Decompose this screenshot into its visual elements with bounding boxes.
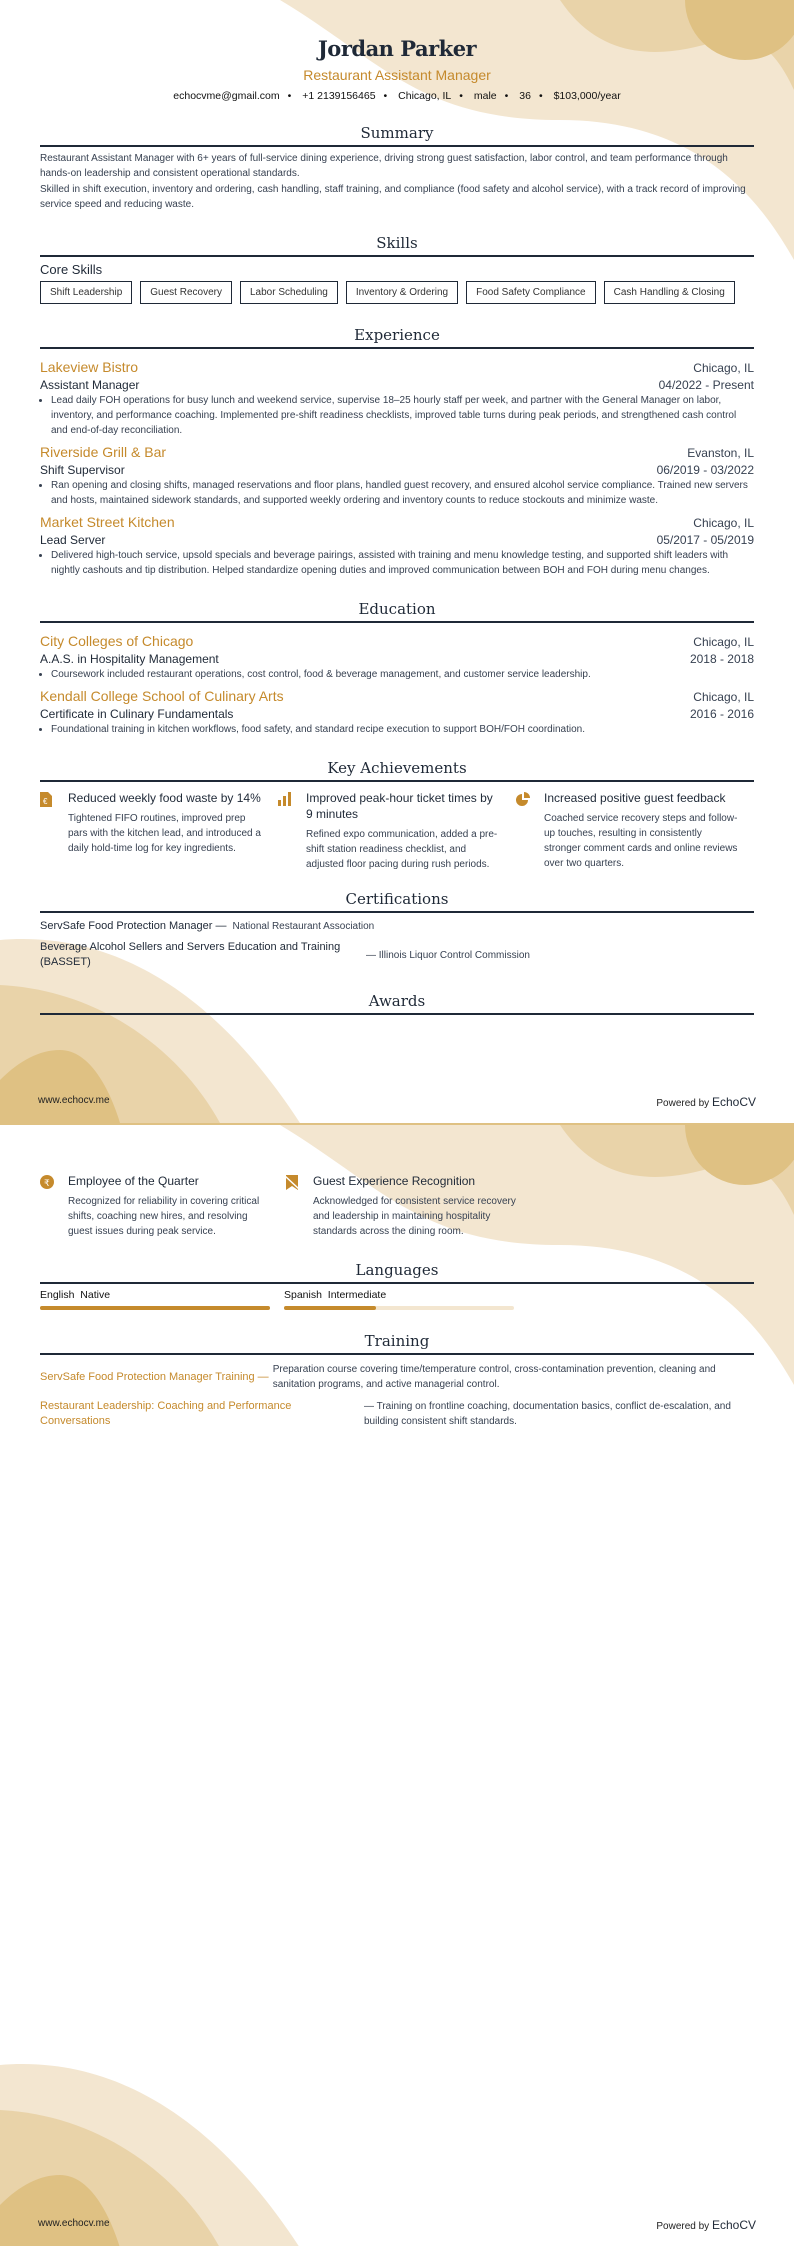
job-position: Shift Supervisor (40, 463, 125, 477)
education-bullet: • Foundational training in kitchen workflows, food safety, and standard recipe execution to support BOH/FOH coordination. (51, 722, 754, 737)
summary-paragraph: Skilled in shift execution, inventory and ordering, cash handling, staff training, and compliance (food safety and alcohol service), with a track record of improving service speed and reducing waste. (40, 184, 746, 210)
footer-powered: Powered by (656, 1098, 710, 1109)
candidate-title: Restaurant Assistant Manager (303, 67, 491, 83)
certification-item (40, 940, 754, 970)
education-dates: 2018 - 2018 (689, 652, 754, 666)
candidate-name: Jordan Parker (317, 36, 477, 61)
footer-site: www.echocv.me (38, 1095, 110, 1106)
page-footer (38, 2218, 756, 2232)
certifications-heading: Certifications (40, 890, 754, 913)
bar-chart-icon (278, 792, 292, 872)
skill-chip: Shift Leadership (40, 281, 132, 304)
training-item (40, 1399, 754, 1429)
footer-brand: EchoCV (711, 2218, 756, 2232)
award-desc: Recognized for reliability in covering critical shifts, coaching new hires, and resolving guest issues during peak service. (68, 1196, 260, 1237)
education-heading: Education (40, 600, 754, 623)
achievements-list (40, 790, 754, 872)
languages-list (40, 1289, 754, 1310)
certification-name: Beverage Alcohol Sellers and Servers Education and Training (BASSET) (40, 941, 341, 968)
achievement-title: Improved peak-hour ticket times by 9 minutes (306, 791, 493, 821)
contact-gender: male (473, 90, 497, 102)
degree: Certificate in Culinary Fundamentals (40, 707, 234, 721)
training-desc: Preparation course covering time/temperature control, cross-contamination prevention, cleaning and sanitation programs, and active managerial control. (272, 1364, 716, 1390)
footer-powered: Powered by (656, 2221, 710, 2232)
achievement-desc: Refined expo communication, added a pre-shift station readiness checklist, and adjusted floor pacing during rush periods. (306, 829, 498, 870)
education-bullet: • Coursework included restaurant operations, cost control, food & beverage management, and customer service leadership. (51, 667, 754, 682)
job-location: Chicago, IL (693, 361, 754, 375)
training-heading: Training (40, 1332, 754, 1355)
experience-entry (40, 508, 754, 578)
skill-chip: Inventory & Ordering (346, 281, 458, 304)
contact-email: echocvme@gmail.com (173, 90, 280, 102)
summary-heading: Summary (40, 124, 754, 147)
contact-phone: +1 2139156465 (302, 90, 376, 102)
bookmark-slash-icon (285, 1175, 299, 1239)
company-name: Market Street Kitchen (40, 514, 175, 530)
training-desc: — Training on frontline coaching, documentation basics, conflict de-escalation, and building consistent shift standards. (364, 1401, 731, 1427)
rupee-coin-icon (40, 1175, 54, 1239)
skill-chip: Cash Handling & Closing (604, 281, 735, 304)
job-location: Chicago, IL (693, 516, 754, 530)
achievement-title: Increased positive guest feedback (544, 791, 726, 805)
training-item (40, 1362, 754, 1392)
education-dates: 2016 - 2016 (689, 707, 754, 721)
job-dates: 05/2017 - 05/2019 (656, 533, 754, 547)
skill-chip: Food Safety Compliance (466, 281, 596, 304)
language-level: Native (80, 1289, 111, 1301)
summary-paragraph: Restaurant Assistant Manager with 6+ years of full-service dining experience, driving strong guest satisfaction, labor control, and team performance through hands-on leadership and consistent operational standards. (40, 153, 728, 179)
file-invoice-icon (40, 792, 54, 872)
school-name: City Colleges of Chicago (40, 633, 194, 649)
achievement-item (278, 790, 516, 872)
certification-issuer: National Restaurant Association (232, 921, 375, 932)
company-name: Lakeview Bistro (40, 359, 139, 375)
job-position: Assistant Manager (40, 378, 140, 392)
training-name: Restaurant Leadership: Coaching and Performance Conversations (40, 1400, 292, 1427)
skills-group-title: Core Skills (40, 262, 103, 277)
job-bullet: • Delivered high-touch service, upsold specials and beverage pairings, assisted with training and menu knowledge testing, and supported shift leaders with nightly cashouts and tip distribution. Helped standardize opening duties and improved communication between BOH and FOH during menu changes. (51, 548, 754, 578)
achievement-item (516, 790, 754, 872)
education-entry (40, 627, 754, 682)
school-name: Kendall College School of Culinary Arts (40, 688, 284, 704)
pie-chart-icon (516, 792, 530, 872)
experience-heading: Experience (40, 326, 754, 349)
job-position: Lead Server (40, 533, 106, 547)
language-proficiency-bar (40, 1306, 270, 1310)
award-item (40, 1173, 285, 1239)
resume-page-2 (0, 1123, 794, 2246)
footer-brand: EchoCV (711, 1095, 756, 1109)
training-name: ServSafe Food Protection Manager Training — (40, 1370, 269, 1383)
language-item (40, 1289, 270, 1310)
award-item (285, 1173, 530, 1239)
certification-issuer: — Illinois Liquor Control Commission (366, 949, 530, 961)
language-level: Intermediate (327, 1289, 387, 1301)
awards-heading: Awards (40, 992, 754, 1015)
job-dates: 06/2019 - 03/2022 (656, 463, 754, 477)
achievement-title: Reduced weekly food waste by 14% (68, 791, 261, 805)
company-name: Riverside Grill & Bar (40, 444, 167, 460)
contact-age: 36 (519, 90, 531, 102)
language-name: Spanish (284, 1289, 322, 1301)
award-title: Guest Experience Recognition (313, 1174, 476, 1188)
degree: A.A.S. in Hospitality Management (40, 652, 219, 666)
certification-item (40, 919, 754, 934)
job-location: Evanston, IL (687, 446, 754, 460)
svg-text:₹: ₹ (44, 1178, 50, 1188)
skill-chip: Guest Recovery (140, 281, 232, 304)
school-location: Chicago, IL (693, 635, 754, 649)
svg-text:€: € (43, 797, 48, 806)
experience-entry (40, 438, 754, 508)
award-desc: Acknowledged for consistent service recovery and leadership in maintaining hospitality standards across the dining room. (313, 1196, 516, 1237)
skills-heading: Skills (40, 234, 754, 257)
language-proficiency-bar (284, 1306, 514, 1310)
footer-site: www.echocv.me (38, 2218, 110, 2229)
award-title: Employee of the Quarter (68, 1174, 199, 1188)
job-bullet: • Ran opening and closing shifts, managed reservations and floor plans, handled guest recovery, and ensured alcohol service compliance. Trained new servers and hosts, maintained sidework standards, and supported weekly ordering and inventory counts to reduce stockouts and minimize waste. (51, 478, 754, 508)
achievements-heading: Key Achievements (40, 759, 754, 782)
contact-location: Chicago, IL (398, 90, 452, 102)
achievement-desc: Tightened FIFO routines, improved prep pars with the kitchen lead, and introduced a daily hold-time log for key ingredients. (68, 813, 261, 854)
contact-salary: $103,000/year (553, 90, 621, 102)
skill-chip: Labor Scheduling (240, 281, 338, 304)
job-dates: 04/2022 - Present (658, 378, 754, 392)
awards-list (40, 1173, 530, 1239)
languages-heading: Languages (40, 1261, 754, 1284)
skills-list (40, 281, 754, 304)
achievement-desc: Coached service recovery steps and follow-up touches, resulting in consistently stronger comment cards and online reviews over two quarters. (544, 813, 738, 869)
language-name: English (40, 1289, 75, 1301)
school-location: Chicago, IL (693, 690, 754, 704)
language-item (284, 1289, 514, 1310)
experience-entry (40, 353, 754, 438)
contact-line: echocvme@gmail.com • +1 2139156465 • Chicago, IL • male • 36 • $103,000/year (173, 90, 621, 102)
education-entry (40, 682, 754, 737)
job-bullet: • Lead daily FOH operations for busy lunch and weekend service, supervise 18–25 hourly staff per week, and partner with the General Manager on labor, inventory, and performance coaching. Implemented pre-shift readiness checklists, improved table turns during peak periods, and strengthened cash control and end-of-day reconciliation. (51, 393, 754, 438)
page-footer (38, 1095, 756, 1109)
achievement-item (40, 790, 278, 872)
certification-name: ServSafe Food Protection Manager — (40, 920, 227, 932)
